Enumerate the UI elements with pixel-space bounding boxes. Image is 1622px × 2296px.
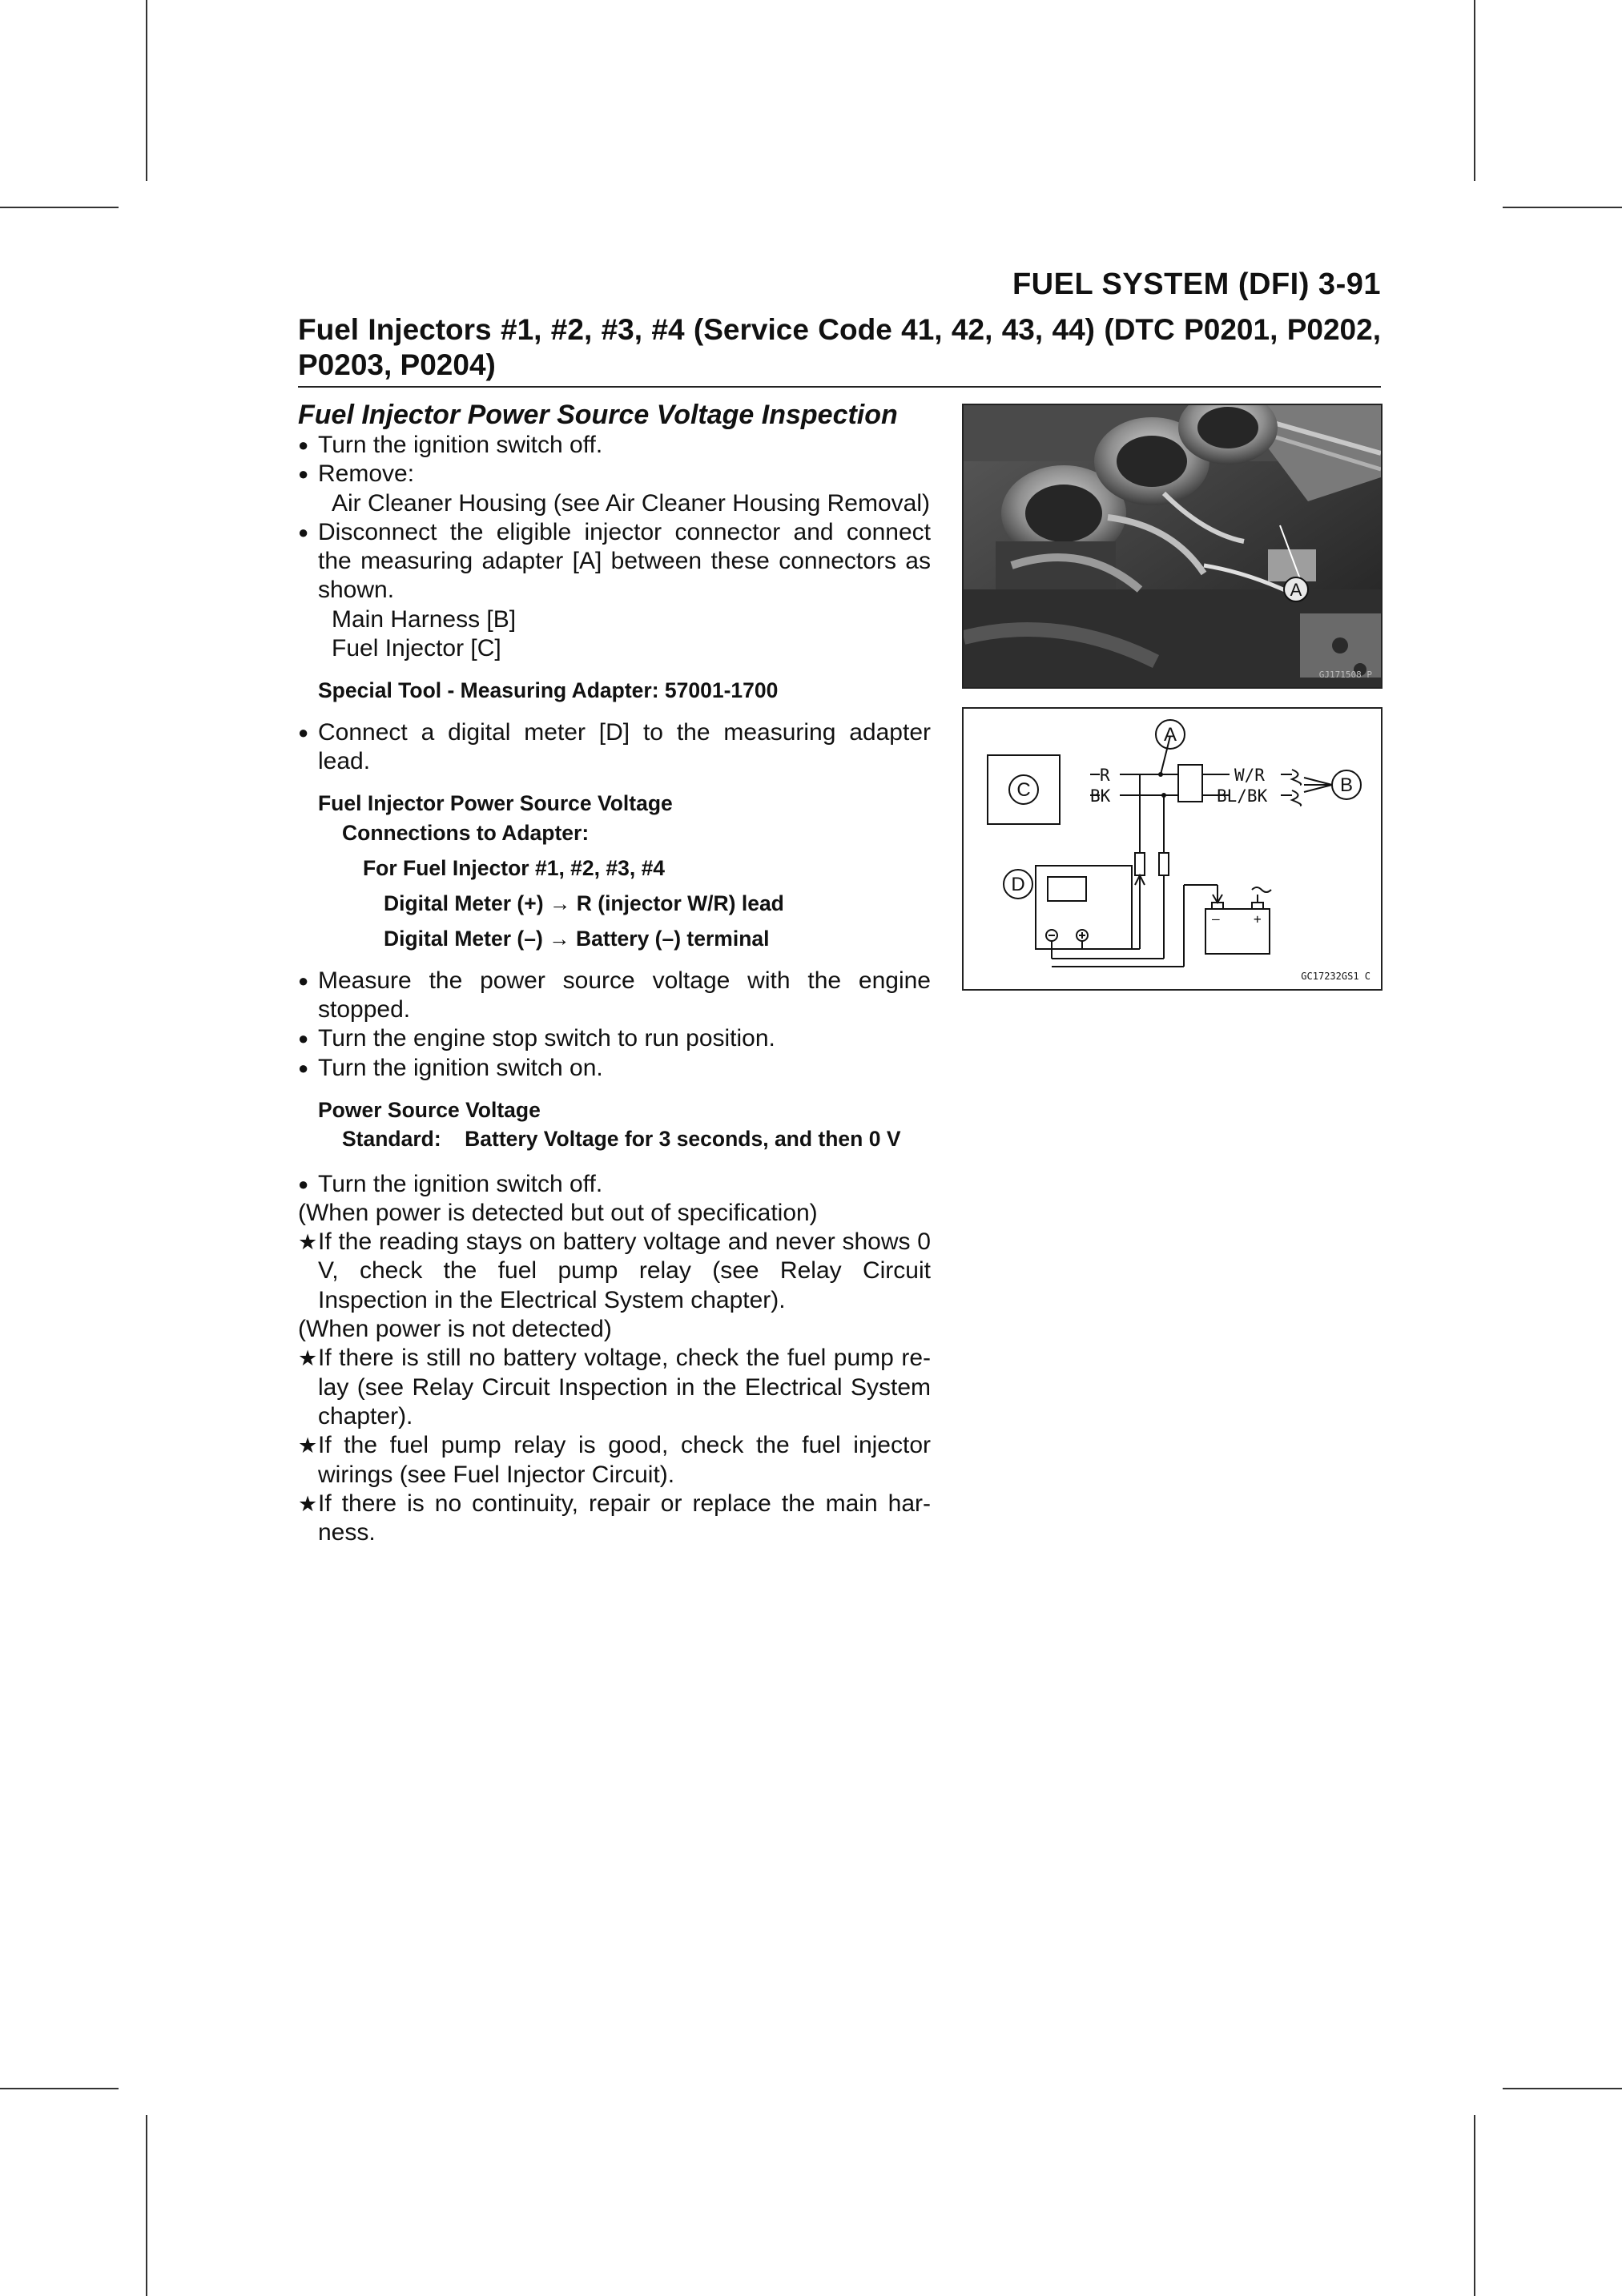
spec-title: Power Source Voltage <box>318 1097 541 1122</box>
engine-photo <box>962 404 1383 689</box>
callout-b-label: B <box>1339 774 1354 796</box>
step-item: ● Turn the ignition switch off. <box>298 432 603 458</box>
bullet-icon: ● <box>298 722 309 742</box>
star-icon: ★ <box>298 1230 318 1255</box>
callout-a-label: A <box>1290 580 1302 600</box>
spec-line: Digital Meter (–) → Battery (–) terminal <box>384 927 770 951</box>
title-divider <box>298 386 1381 388</box>
callout-a-label: A <box>1163 724 1177 746</box>
step-item: ● Turn the ignition switch on. <box>298 1054 603 1081</box>
step-item: ● Turn the engine stop switch to run position. <box>298 1025 775 1052</box>
step-sub-item: Air Cleaner Housing (see Air Cleaner Housing Removal) <box>332 489 930 517</box>
crop-mark <box>1474 0 1475 181</box>
wire-label-blbk: BL/BK <box>1217 786 1268 806</box>
bullet-icon: ● <box>298 435 309 455</box>
page-header: FUEL SYSTEM (DFI) 3-91 <box>1012 267 1381 301</box>
bullet-icon: ● <box>298 464 309 485</box>
spec-line: For Fuel Injector #1, #2, #3, #4 <box>363 855 666 880</box>
crop-mark <box>1503 2088 1622 2089</box>
star-icon: ★ <box>298 1433 318 1458</box>
section-title: Fuel Injectors #1, #2, #3, #4 (Service Code 41, 42, 43, 44) (DTC P0201, P0202, P0203, P0204) <box>298 313 1381 381</box>
wire-label-wr: W/R <box>1234 766 1265 785</box>
crop-mark <box>146 2115 147 2296</box>
digital-meter <box>1036 866 1132 949</box>
spec-line: Digital Meter (+) → R (injector W/R) lead <box>384 891 784 916</box>
star-icon: ★ <box>298 1491 318 1516</box>
wiring-diagram <box>962 707 1383 991</box>
condition-text: (When power is not detected) <box>298 1316 612 1343</box>
figure-code: GJ171508 P <box>1318 669 1372 680</box>
spec-title: Fuel Injector Power Source Voltage <box>318 791 673 816</box>
wiring-diagram-drawing <box>964 709 1381 989</box>
bullet-icon: ● <box>298 970 309 991</box>
condition-text: (When power is detected but out of specification) <box>298 1199 818 1226</box>
result-item: ★ If there is no continuity, repair or replace the main har-ness. <box>298 1490 931 1546</box>
special-tool: Special Tool - Measuring Adapter: 57001-1700 <box>318 678 779 703</box>
step-item: ● Remove: <box>298 460 415 488</box>
step-sub-item: Fuel Injector [C] <box>332 635 501 662</box>
engine-photo-drawing <box>964 405 1381 687</box>
star-icon: ★ <box>298 1346 318 1371</box>
wire-label-r: R <box>1100 766 1110 785</box>
step-item: ● Measure the power source voltage with the engine stopped. <box>298 967 931 1023</box>
step-item: ● Connect a digital meter [D] to the measuring adapter lead. <box>298 718 931 774</box>
spec-line: Standard: Battery Voltage for 3 seconds, and then 0 V <box>342 1127 901 1152</box>
callout-c-label: C <box>1016 779 1031 801</box>
battery-plus-label: + <box>1254 911 1262 927</box>
bullet-icon: ● <box>298 1057 309 1078</box>
step-item: ● Disconnect the eligible injector connector and connect the measuring adapter [A] between these connectors as shown. <box>298 518 931 604</box>
callout-d-label: D <box>1011 874 1025 895</box>
result-item: ★ If the fuel pump relay is good, check the fuel injector wirings (see Fuel Injector Circuit). <box>298 1432 931 1488</box>
step-sub-item: Main Harness [B] <box>332 605 517 633</box>
adapter-block <box>1178 765 1202 802</box>
bullet-icon: ● <box>298 521 309 542</box>
step-item: ● Turn the ignition switch off. <box>298 1170 603 1197</box>
bullet-icon: ● <box>298 1028 309 1049</box>
procedure-text <box>298 397 931 1547</box>
result-item: ★ If the reading stays on battery voltage and never shows 0 V, check the fuel pump relay (see Relay Circuit Inspection in the Electrical System chapter). <box>298 1228 931 1313</box>
crop-mark <box>0 207 119 208</box>
result-item: ★ If there is still no battery voltage, check the fuel pump re-lay (see Relay Circuit Inspection in the Electrical System chapter). <box>298 1345 931 1429</box>
subsection-title: Fuel Injector Power Source Voltage Inspection <box>298 400 898 430</box>
spec-line: Connections to Adapter: <box>342 820 590 845</box>
wire-label-bk: BK <box>1090 786 1111 806</box>
battery-minus-label: – <box>1212 911 1220 927</box>
crop-mark <box>0 2088 119 2089</box>
crop-mark <box>1503 207 1622 208</box>
bullet-icon: ● <box>298 1173 309 1194</box>
crop-mark <box>1474 2115 1475 2296</box>
crop-mark <box>146 0 147 181</box>
figure-code: GC17232GS1 C <box>1301 971 1370 982</box>
